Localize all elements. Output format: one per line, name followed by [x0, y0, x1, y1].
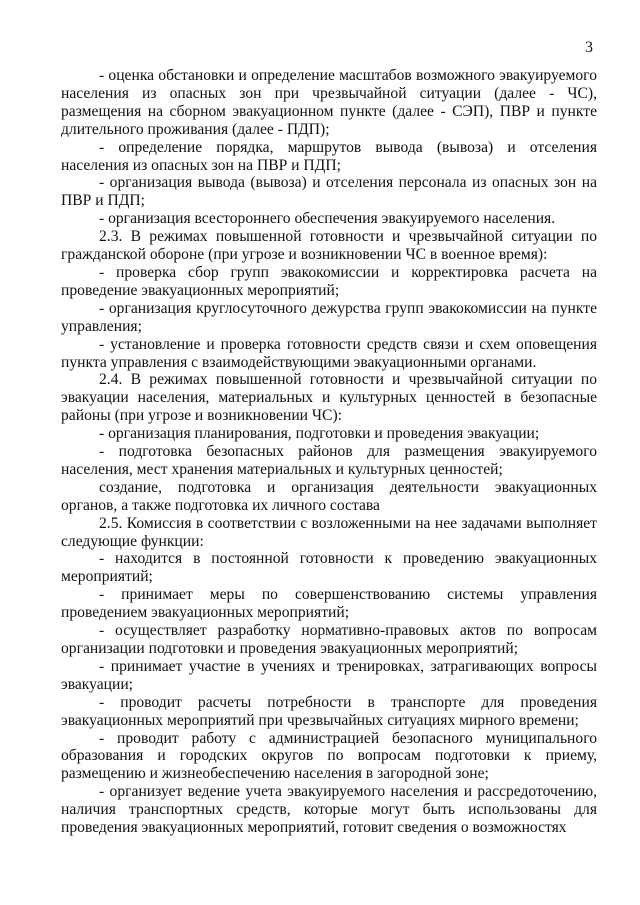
paragraph-situation-assessment: - оценка обстановки и определение масштабов возможного эвакуируемого населения из опасных зон при чрезвычайной ситуации (далее - ЧС), размещения на сборном эвакуационном пункте (далее - СЭП), ПВР и пункте длительного проживания (далее - ПДП); [61, 67, 597, 138]
paragraph-staff-evacuation: - организация вывода (вывоза) и отселения персонала из опасных зон на ПВР и ПДП; [61, 174, 597, 210]
paragraph-evacuation-bodies: создание, подготовка и организация деятельности эвакуационных органов, а также подготовка их личного состава [61, 478, 597, 514]
page-number: 3 [585, 39, 593, 56]
paragraph-management-improvement: - принимает меры по совершенствованию системы управления проведением эвакуационных мероприятий; [61, 586, 597, 622]
paragraph-safe-areas: - подготовка безопасных районов для размещения эвакуируемого населения, мест хранения материальных и культурных ценностей; [61, 443, 597, 478]
paragraph-round-the-clock-duty: - организация круглосуточного дежурства групп эвакокомиссии на пункте управления; [61, 299, 597, 335]
paragraph-evacuation-planning: - организация планирования, подготовки и проведения эвакуации; [99, 425, 540, 443]
paragraph-exercises: - принимает участие в учениях и тренировках, затрагивающих вопросы эвакуации; [61, 657, 597, 693]
paragraph-constant-readiness: - находится в постоянной готовности к проведению эвакуационных мероприятий; [61, 550, 597, 586]
paragraph-section-2-4: 2.4. В режимах повышенной готовности и чрезвычайной ситуации по эвакуации населения, материальных и культурных ценностей в безопасные районы (при угрозе и возникновении ЧС): [61, 371, 597, 425]
paragraph-route-planning: - определение порядка, маршрутов вывода (вывоза) и отселения населения из опасных зон на ПВР и ПДП; [61, 138, 597, 174]
paragraph-transport-calculations: - проводит расчеты потребности в транспорте для проведения эвакуационных мероприятий при чрезвычайных ситуациях мирного времени; [61, 693, 597, 729]
paragraph-municipal-work: - проводит работу с администрацией безопасного муниципального образования и городских округов по вопросам подготовки к приему, размещению и жизнеобеспечению населения в загородной зоне; [61, 729, 597, 783]
paragraph-group-check: - проверка сбор групп эвакокомиссии и корректировка расчета на проведение эвакуационных мероприятий; [61, 263, 597, 299]
paragraph-section-2-3: 2.3. В режимах повышенной готовности и чрезвычайной ситуации по гражданской обороне (при угрозе и возникновении ЧС в военное время): [61, 228, 597, 264]
paragraph-section-2-5: 2.5. Комиссия в соответствии с возложенными на нее задачами выполняет следующие функции: [61, 514, 597, 550]
paragraph-comprehensive-support: - организация всестороннего обеспечения эвакуируемого населения. [99, 210, 556, 228]
paragraph-legal-acts: - осуществляет разработку нормативно-правовых актов по вопросам организации подготовки и проведения эвакуационных мероприятий; [61, 622, 597, 657]
paragraph-communications-check: - установление и проверка готовности средств связи и схем оповещения пункта управления с взаимодействующими эвакуационными органами. [61, 335, 597, 371]
document-body [61, 67, 597, 837]
paragraph-population-records: - организует ведение учета эвакуируемого населения и рассредоточению, наличия транспортных средств, которые могут быть использованы для проведения эвакуационных мероприятий, готовит сведения о возможностях [61, 783, 597, 837]
